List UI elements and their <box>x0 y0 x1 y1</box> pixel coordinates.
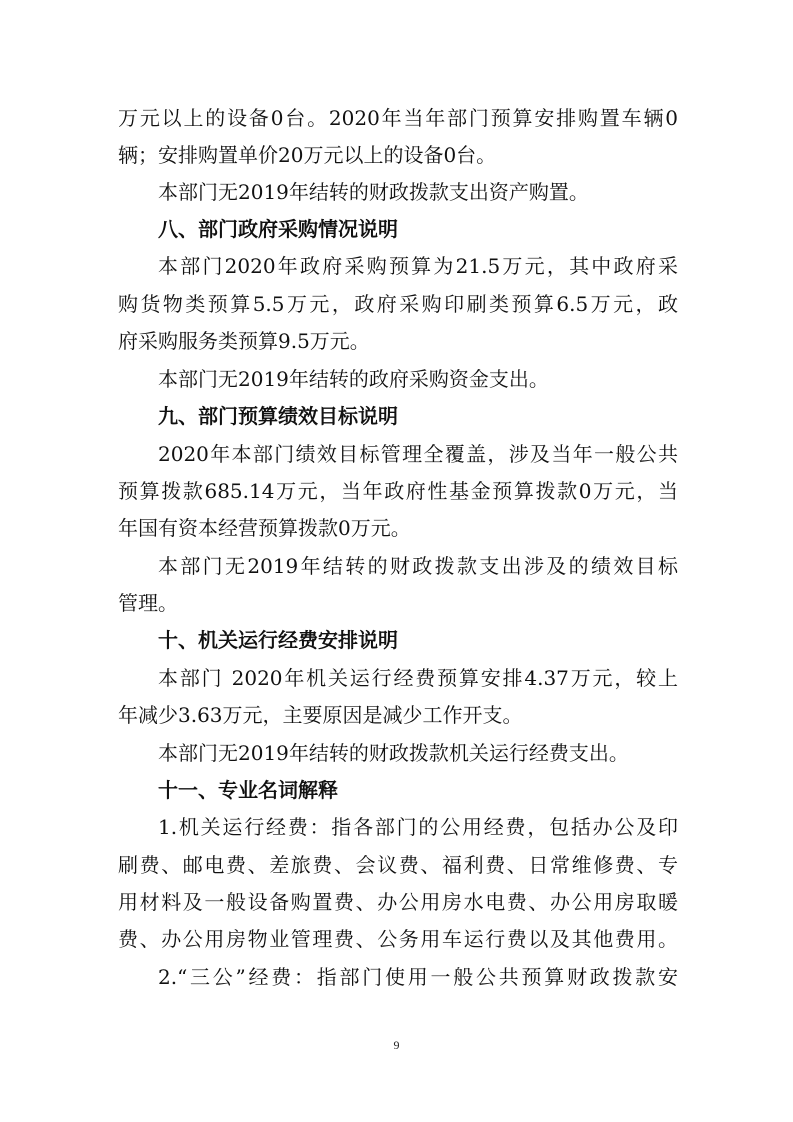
body-line: 本部门无2019年结转的政府采购资金支出。 <box>158 367 549 391</box>
body-line: 本部门无2019年结转的财政拨款支出涉及的绩效目标 <box>158 554 678 578</box>
body-line: 购货物类预算5.5万元，政府采购印刷类预算6.5万元，政 <box>118 292 678 316</box>
page-number: 9 <box>393 1038 400 1052</box>
body-line: 管理。 <box>118 591 178 615</box>
body-line: 本部门无2019年结转的财政拨款支出资产购置。 <box>158 180 589 204</box>
body-line: 刷费、邮电费、差旅费、会议费、福利费、日常维修费、专 <box>118 853 678 877</box>
section-heading: 九、部门预算绩效目标说明 <box>158 404 398 428</box>
body-line: 用材料及一般设备购置费、办公用房水电费、办公用房取暖 <box>118 890 678 914</box>
body-line: 府采购服务类预算9.5万元。 <box>118 329 370 353</box>
body-line: 本部门无2019年结转的财政拨款机关运行经费支出。 <box>158 741 629 765</box>
section-heading: 十一、专业名词解释 <box>158 778 338 802</box>
body-line: 年国有资本经营预算拨款0万元。 <box>118 516 411 540</box>
body-line: 2020年本部门绩效目标管理全覆盖，涉及当年一般公共 <box>158 442 678 466</box>
section-heading: 十、机关运行经费安排说明 <box>158 628 398 652</box>
body-line: 2.“三公”经费：指部门使用一般公共预算财政拨款安 <box>158 965 678 989</box>
body-line: 年减少3.63万元，主要原因是减少工作开支。 <box>118 703 523 727</box>
body-line: 万元以上的设备0台。2020年当年部门预算安排购置车辆0 <box>118 106 678 130</box>
section-heading: 八、部门政府采购情况说明 <box>158 217 398 241</box>
body-line: 预算拨款685.14万元，当年政府性基金预算拨款0万元，当 <box>118 479 678 503</box>
body-line: 本部门 2020年机关运行经费预算安排4.37万元，较上 <box>158 666 678 690</box>
body-line: 辆；安排购置单价20万元以上的设备0台。 <box>118 143 497 167</box>
body-line: 1.机关运行经费：指各部门的公用经费，包括办公及印 <box>158 815 678 839</box>
body-line: 本部门2020年政府采购预算为21.5万元，其中政府采 <box>158 254 678 278</box>
body-line: 费、办公用房物业管理费、公务用车运行费以及其他费用。 <box>118 927 678 951</box>
